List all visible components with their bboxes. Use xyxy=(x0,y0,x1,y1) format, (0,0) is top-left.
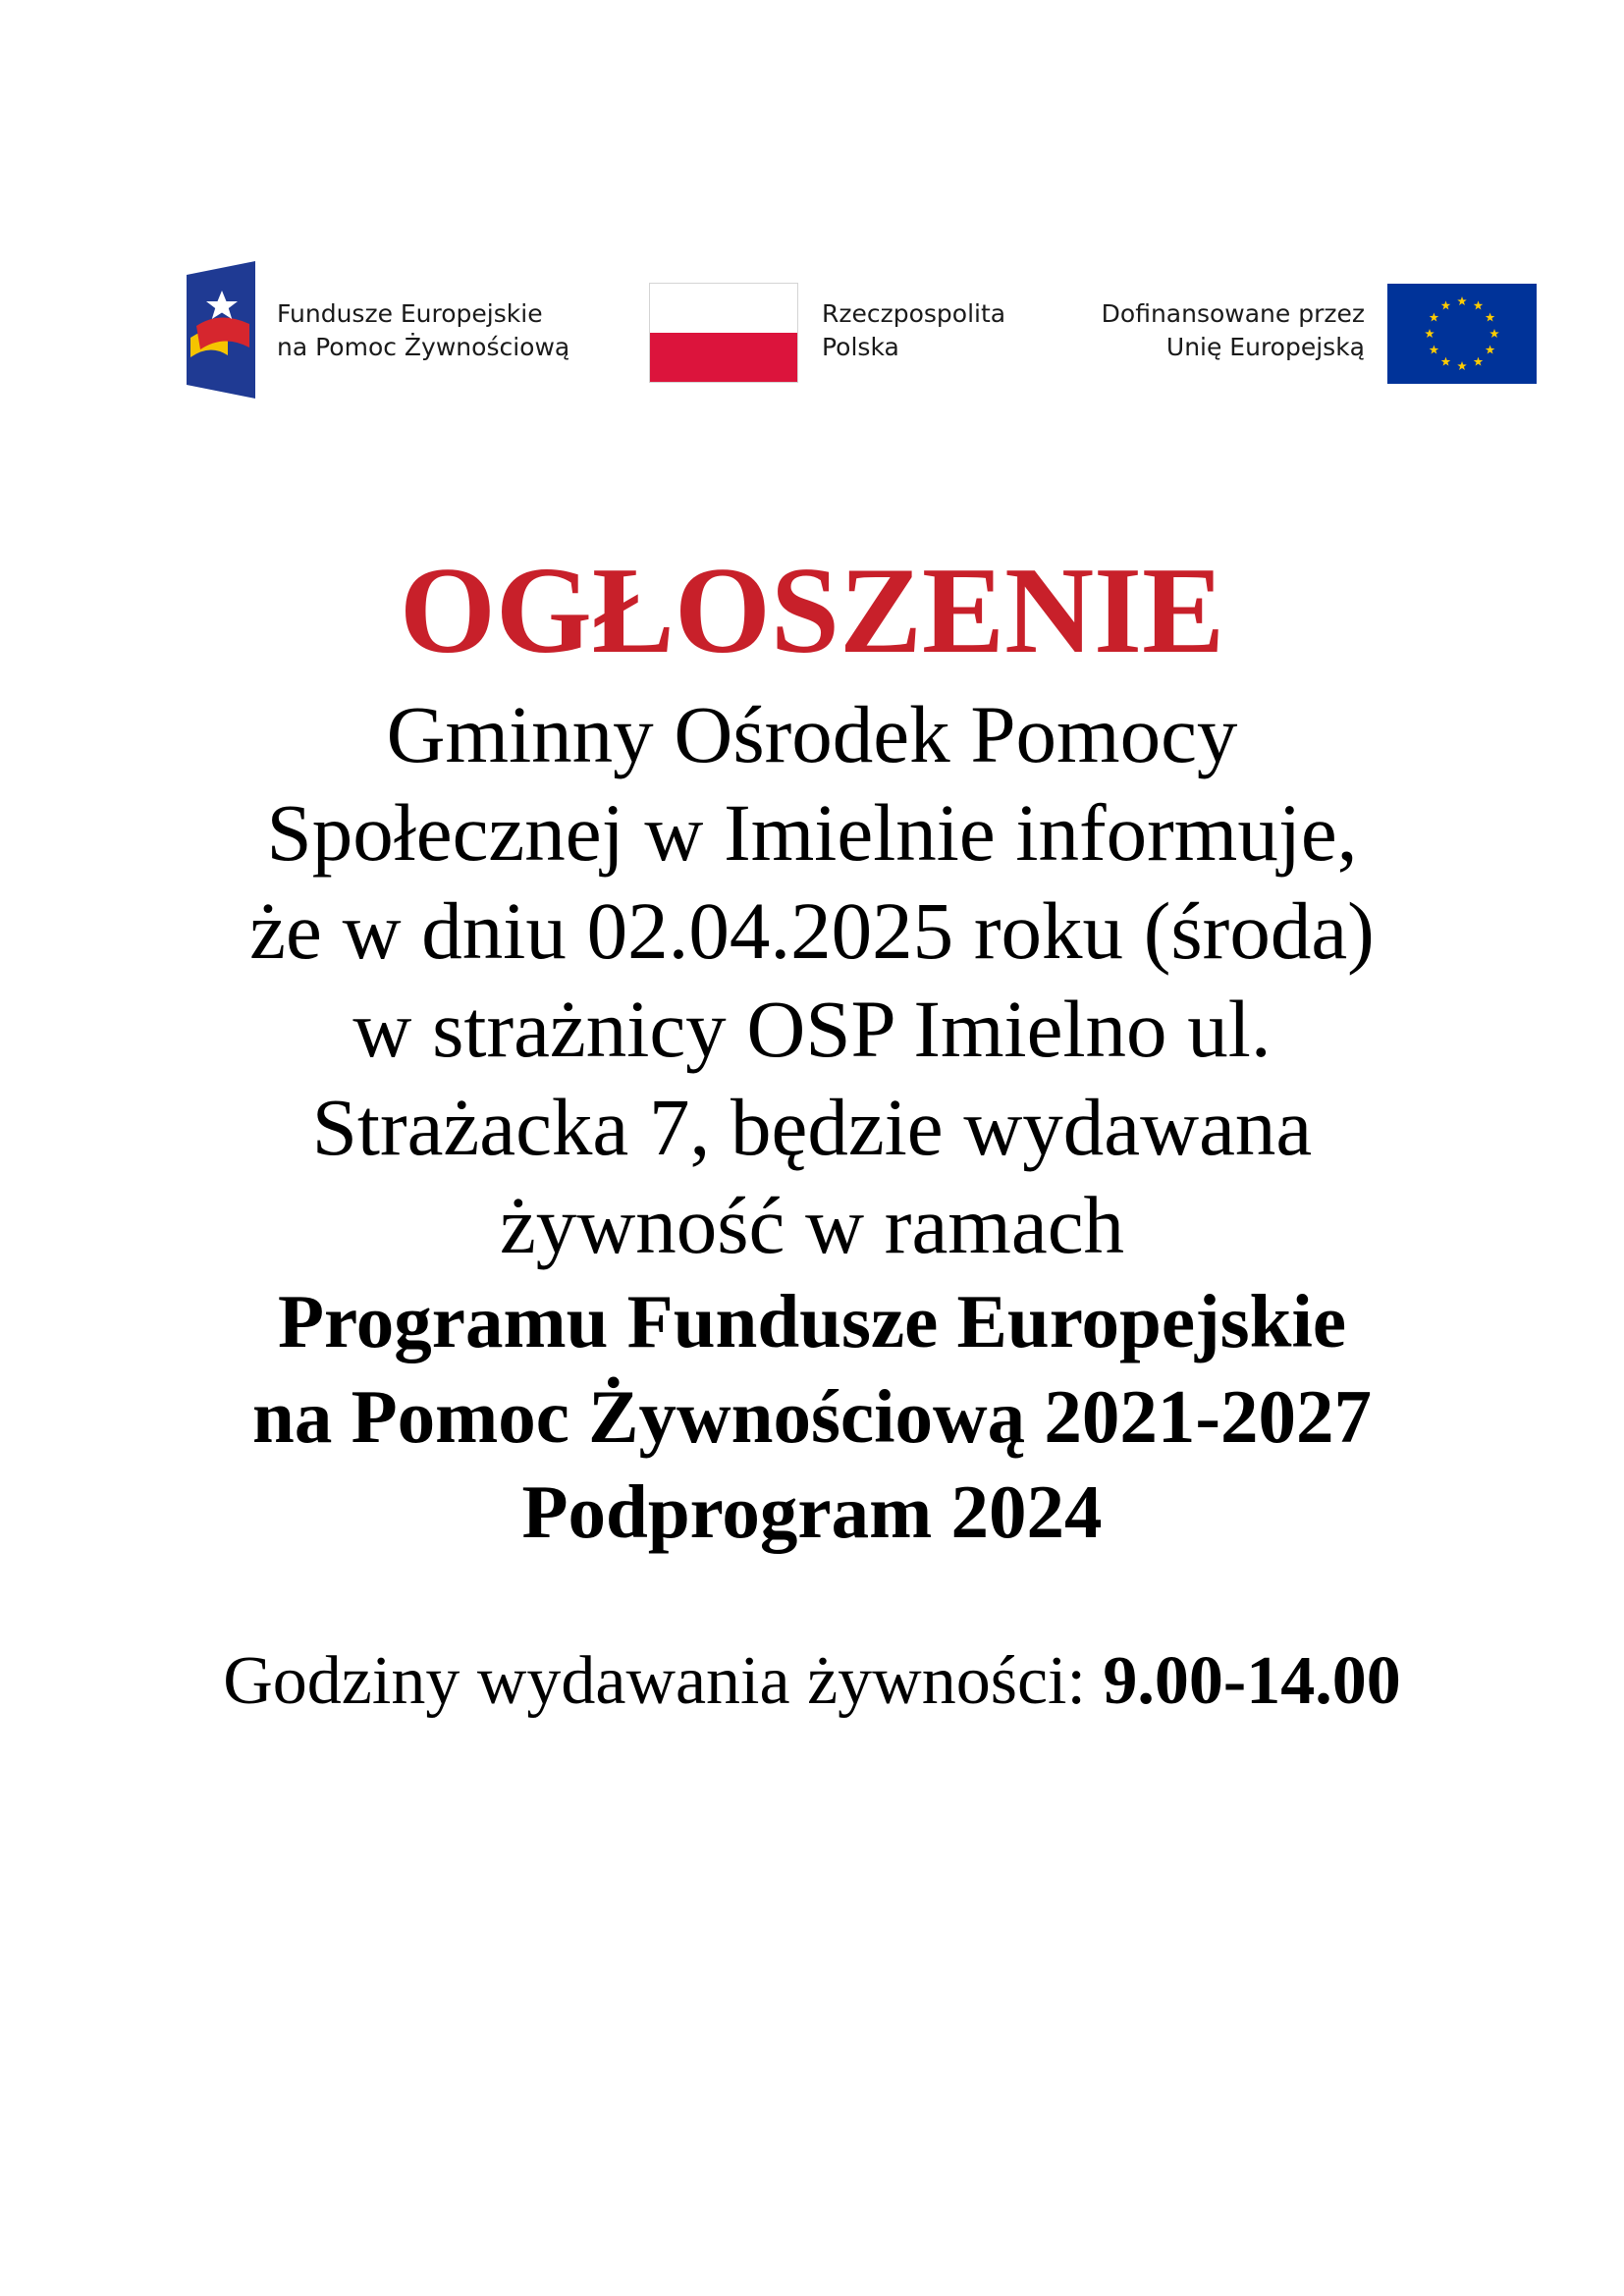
program-line: Programu Fundusze Europejskie xyxy=(277,1279,1347,1363)
fepz-logo-icon xyxy=(187,261,255,399)
body-line: Społecznej w Imielnie informuje, xyxy=(266,787,1358,878)
hours-value: 9.00-14.00 xyxy=(1103,1643,1401,1719)
polish-flag-icon xyxy=(649,283,798,383)
hours-label: Godziny wydawania żywności: xyxy=(223,1643,1086,1719)
rzeczpospolita-logo-text xyxy=(822,297,1005,364)
announcement-body xyxy=(0,685,1624,1274)
body-line: Strażacka 7, będzie wydawana xyxy=(311,1082,1313,1172)
eu-cofunding-text xyxy=(982,297,1365,364)
rzeczpospolita-line2: Polska xyxy=(822,333,899,361)
eu-cofunding-line2: Unię Europejską xyxy=(1165,333,1365,361)
program-line: Podprogram 2024 xyxy=(521,1469,1103,1554)
body-line: w strażnicy OSP Imielno ul. xyxy=(352,984,1272,1074)
rzeczpospolita-line1: Rzeczpospolita xyxy=(822,299,1006,328)
polish-flag-white-stripe xyxy=(650,284,797,333)
eu-cofunding-line1: Dofinansowane przez xyxy=(1101,299,1365,328)
body-line: żywność w ramach xyxy=(499,1180,1125,1270)
body-line: że w dniu 02.04.2025 roku (środa) xyxy=(249,885,1375,976)
announcement-headline: OGŁOSZENIE xyxy=(399,543,1225,679)
program-name xyxy=(0,1274,1624,1560)
fepz-logo-line2: na Pomoc Żywnościową xyxy=(277,333,570,361)
fepz-logo-text xyxy=(277,297,569,364)
announcement xyxy=(0,538,1624,1721)
program-line: na Pomoc Żywnościową 2021-2027 xyxy=(252,1374,1372,1459)
fepz-logo-line1: Fundusze Europejskie xyxy=(277,299,543,328)
eu-flag-icon xyxy=(1387,284,1537,384)
distribution-hours xyxy=(0,1642,1624,1721)
polish-flag-red-stripe xyxy=(650,333,797,382)
body-line: Gminny Ośrodek Pomocy xyxy=(386,689,1238,779)
logo-bar xyxy=(0,261,1624,399)
